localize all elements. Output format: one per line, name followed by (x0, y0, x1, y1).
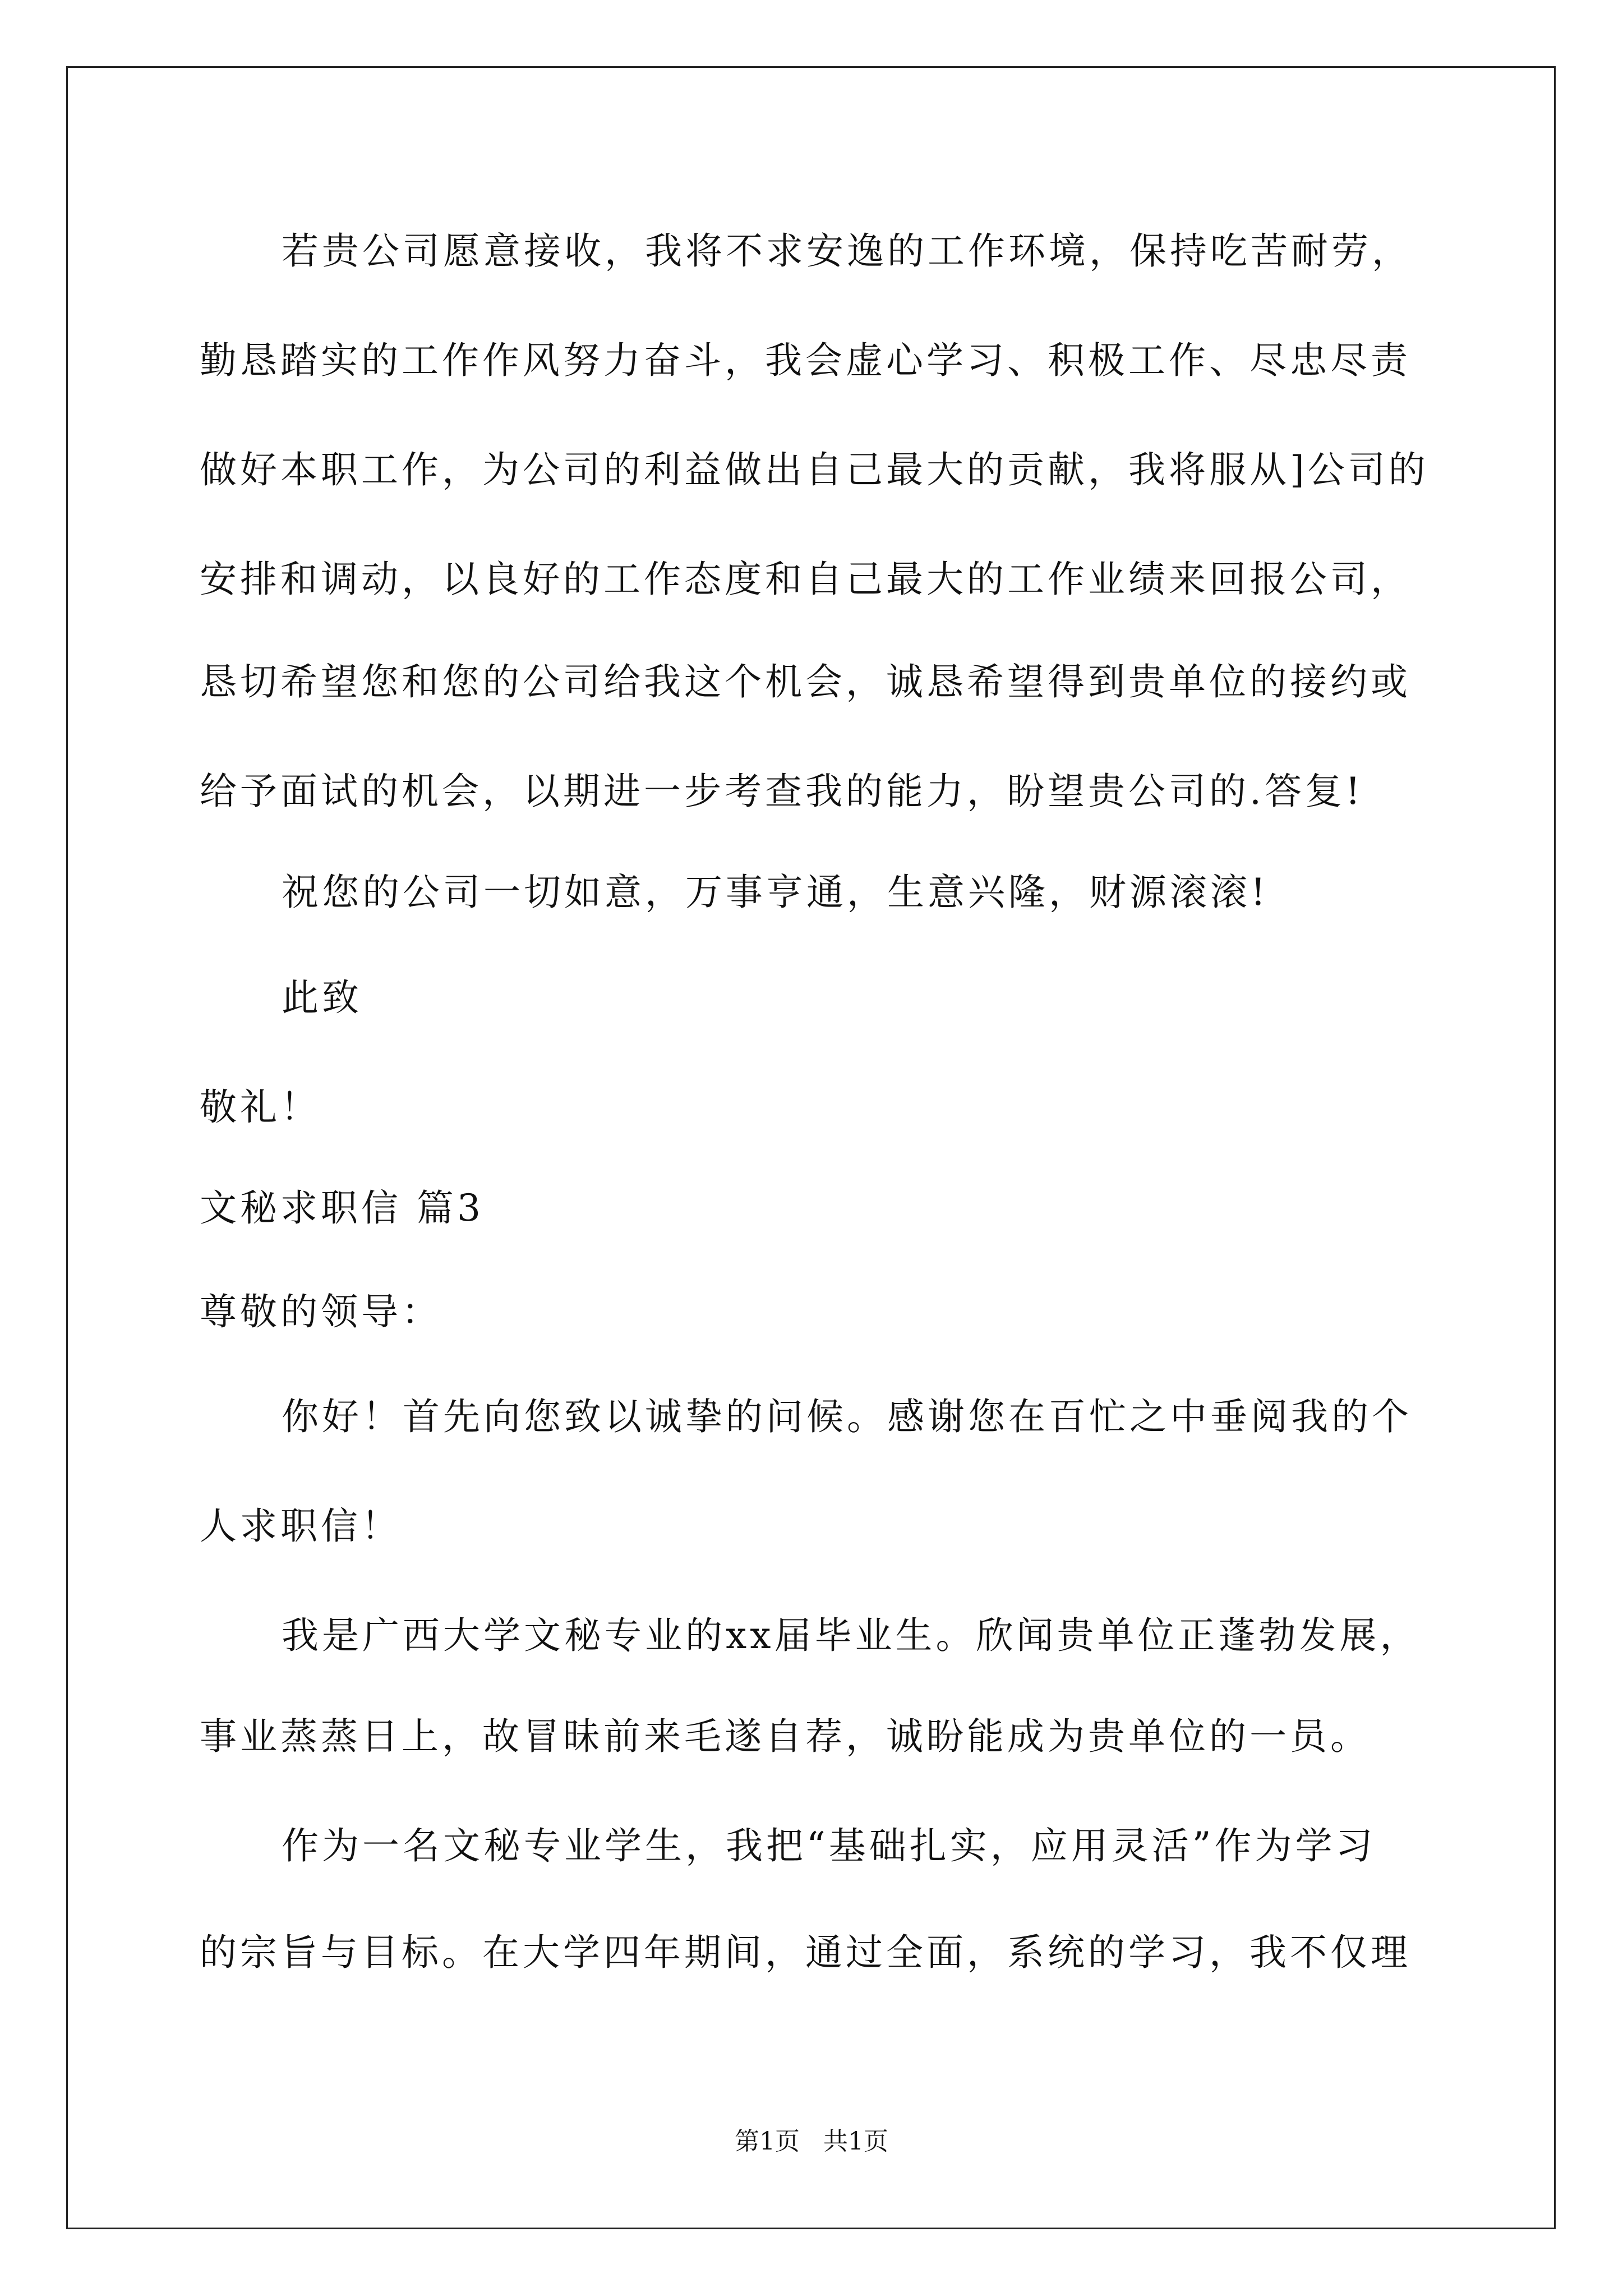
paragraph-line: 事业蒸蒸日上，故冒昧前来毛遂自荐，诚盼能成为贵单位的一员。 (200, 1715, 1371, 1758)
paragraph-line: 作为一名文秘专业学生，我把“基础扎实，应用灵活”作为学习 (282, 1824, 1376, 1867)
paragraph-line: 若贵公司愿意接收，我将不求安逸的工作环境，保持吃苦耐劳， (282, 229, 1412, 273)
closing-regards: 敬礼！ (200, 1085, 321, 1129)
paragraph-line: 你好！首先向您致以诚挚的问候。感谢您在百忙之中垂阅我的个 (282, 1395, 1412, 1438)
paragraph-line: 安排和调动，以良好的工作态度和自己最大的工作业绩来回报公司， (200, 558, 1411, 601)
paragraph-line: 人求职信！ (200, 1504, 402, 1548)
paragraph-line: 做好本职工作，为公司的利益做出自己最大的贡献，我将服从]公司的 (200, 448, 1429, 491)
paragraph-line: 勤恳踏实的工作作风努力奋斗，我会虚心学习、积极工作、尽忠尽责 (200, 339, 1411, 382)
page-border (66, 66, 1556, 2229)
greeting: 尊敬的领导： (200, 1290, 442, 1333)
paragraph-line: 祝您的公司一切如意，万事亨通，生意兴隆，财源滚滚! (282, 871, 1269, 914)
paragraph-line: 的宗旨与目标。在大学四年期间，通过全面，系统的学习，我不仅理 (200, 1931, 1411, 1974)
paragraph-line: 恳切希望您和您的公司给我这个机会，诚恳希望得到贵单位的接约或 (200, 660, 1411, 703)
page-number-footer: 第1页 共1页 (735, 2127, 888, 2156)
closing-salutation: 此致 (282, 976, 362, 1019)
paragraph-line: 给予面试的机会，以期进一步考查我的能力，盼望贵公司的.答复! (200, 770, 1364, 813)
paragraph-line: 我是广西大学文秘专业的xx届毕业生。欣闻贵单位正蓬勃发展， (282, 1614, 1421, 1657)
section-heading: 文秘求职信 篇3 (200, 1186, 484, 1230)
